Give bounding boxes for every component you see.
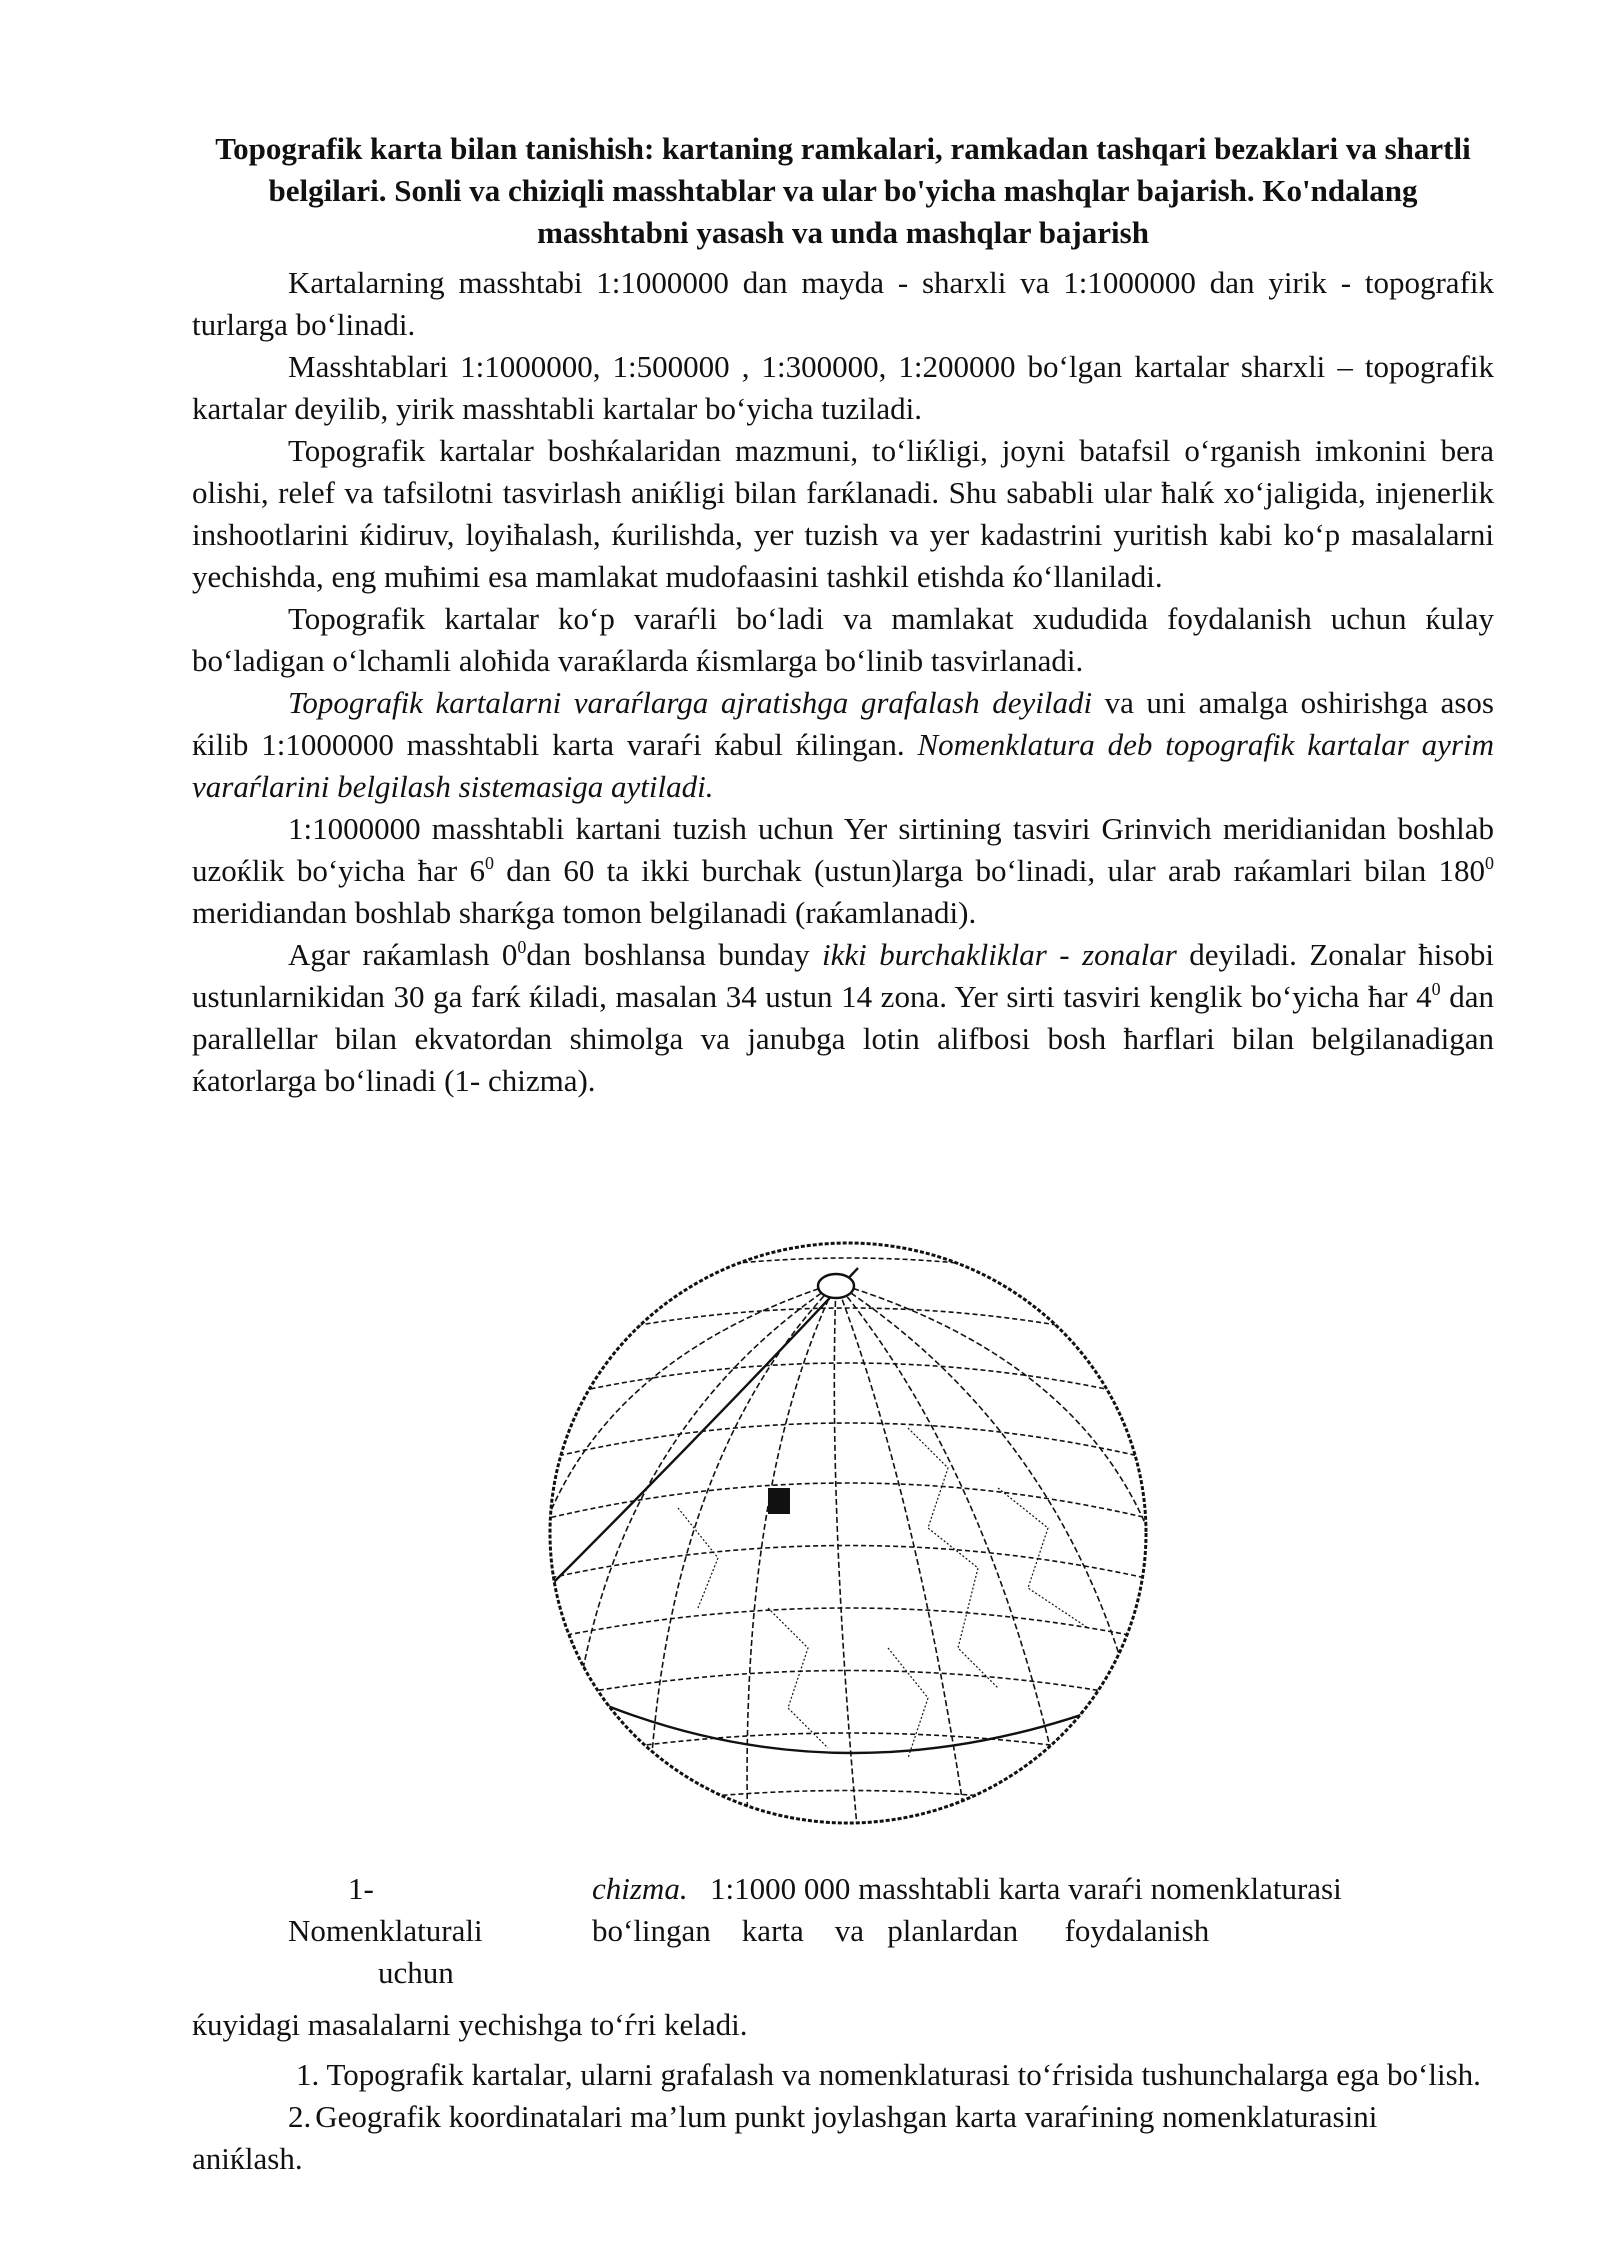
- highlighted-sheet-marker: [768, 1488, 790, 1514]
- list-item: 2. Geografik koordinatalari ma’lum punkt joylashgan karta varaѓining nomenklaturasini aniќlash.: [192, 2099, 1378, 2176]
- paragraph-4: Topografik kartalar ko‘p varaѓli bo‘ladi va mamlakat xududida foydalanish uchun ќulay bo‘ladigan o‘lchamli aloћida varaќlarda ќismlarga bo‘linib tasvirlanadi.: [192, 601, 1494, 678]
- caption-line2: bo‘lingan karta va planlardan foydalanish: [592, 1913, 1210, 1948]
- paragraph-after: ќuyidagi masalalarni yechishga to‘ѓri keladi.: [192, 2007, 748, 2042]
- globe-figure: [528, 1228, 1168, 1838]
- definition-zonalar: ikki burchakliklar - zonalar: [822, 937, 1177, 972]
- north-pole-marker: [818, 1274, 854, 1298]
- caption-word2: uchun: [378, 1955, 454, 1990]
- caption-label: chizma.: [592, 1871, 688, 1906]
- definition-grafalash: Topografik kartalarni varaѓlarga ajratishga grafalash deyiladi: [288, 685, 1093, 720]
- paragraph-6: 1:1000000 masshtabli kartani tuzish uchun Yer sirtining tasviri Grinvich meridianidan boshlab uzoќlik bo‘yicha ћar $6^0$ dan 60 ta ikki burchak (ustun)larga bo‘linadi, ular arab raќamlari bilan $180^0$ meridiandan boshlab sharќga tomon belgilanadi (raќamlanadi).: [192, 811, 1494, 930]
- caption-number: 1-: [348, 1871, 374, 1906]
- paragraph-1: Kartalarning masshtabi 1:1000000 dan mayda - sharxli va 1:1000000 dan yirik - topografik turlarga bo‘linadi.: [192, 265, 1494, 342]
- caption-word: Nomenklaturali: [288, 1913, 483, 1948]
- paragraph-7: Agar raќamlash $0^0dan$ boshlansa bunday ikki burchakliklar - zonalar deyiladi. Zonalar ћisobi ustunlarnikidan 30 ga farќ ќiladi, masalan 34 ustun 14 zona. Yer sirti tasviri kenglik bo‘yicha ћar $4^0$ dan parallellar bilan ekvatordan shimolga va janubga lotin alifbosi bosh ћarflari bilan belgilanadigan ќatorlarga bo‘linadi (1- chizma).: [192, 937, 1495, 1098]
- caption-text: 1:1000 000 masshtabli karta varaѓi nomenklaturasi: [710, 1871, 1342, 1906]
- figure-caption: [192, 1868, 1494, 1990]
- paragraph-2: Masshtablari 1:1000000, 1:500000 , 1:300000, 1:200000 bo‘lgan kartalar sharxli – topografik kartalar deyilib, yirik masshtabli kartalar bo‘yicha tuziladi.: [192, 349, 1494, 426]
- globe-grid: [528, 1258, 1168, 1838]
- list-item: 1. Topografik kartalar, ularni grafalash va nomenklaturasi to‘ѓrisida tushunchalarga ega bo‘lish.: [296, 2057, 1481, 2092]
- task-list: [192, 2054, 1494, 2180]
- page-title: Topografik karta bilan tanishish: kartaning ramkalari, ramkadan tashqari bezaklari va shartli belgilari. Sonli va chiziqli masshtablar va ular bo'yicha mashqlar bajarish. Ko'ndalang masshtabni yasash va unda mashqlar bajarish: [215, 131, 1471, 250]
- paragraph-3: Topografik kartalar boshќalaridan mazmuni, to‘liќligi, joyni batafsil o‘rganish imkonini bera olishi, relef va tafsilotni tasvirlash aniќligi bilan farќlanadi. Shu sababli ular ћalќ xo‘jaligida, injenerlik inshootlarini ќidiruv, loyiћalash, ќurilishda, yer tuzish va yer kadastrini yuritish kabi ko‘p masalalarni yechishda, eng muћimi esa mamlakat mudofaasini tashkil etishda ќo‘llaniladi.: [192, 433, 1494, 594]
- definition-nomenklatura: Nomenklatura deb topografik kartalar ayrim varaѓlarini belgilash sistemasiga aytiladi.: [192, 727, 1495, 804]
- document-page: [192, 128, 1494, 1102]
- globe-outline: [550, 1243, 1146, 1823]
- after-figure-text: [192, 2004, 1494, 2180]
- paragraph-5: Topografik kartalarni varaѓlarga ajratishga grafalash deyiladi va uni amalga oshirishga asos ќilib 1:1000000 masshtabli karta varaѓi ќabul ќilingan. Nomenklatura deb topografik kartalar ayrim varaѓlarini belgilash sistemasiga aytiladi.: [192, 685, 1495, 804]
